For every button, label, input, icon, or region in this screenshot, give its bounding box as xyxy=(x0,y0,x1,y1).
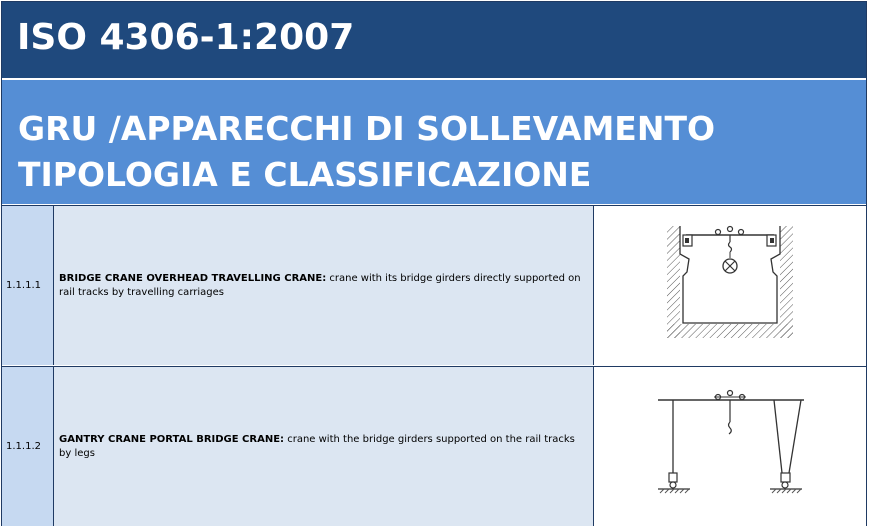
figure-cell xyxy=(594,206,866,365)
row-number: 1.1.1.2 xyxy=(2,367,54,526)
table-row xyxy=(2,366,866,526)
term-definition: crane with its bridge girders directly supported on rail tracks by travelling carriages xyxy=(59,272,581,298)
term-definition: crane with the bridge girders supported on the rail tracks by legs xyxy=(59,433,575,459)
row-description xyxy=(54,206,594,365)
figure-cell xyxy=(594,367,866,526)
bridge-crane-diagram-icon xyxy=(594,206,866,366)
gantry-crane-diagram-icon xyxy=(594,367,866,527)
page-title: ISO 4306-1:2007 xyxy=(17,17,355,58)
subtitle-line-2: TIPOLOGIA E CLASSIFICAZIONE xyxy=(18,155,592,194)
row-description xyxy=(54,367,594,526)
table-row xyxy=(2,205,866,365)
subtitle-line-1: GRU /APPARECCHI DI SOLLEVAMENTO xyxy=(18,109,716,148)
title-bar xyxy=(2,2,866,78)
subtitle-bar xyxy=(2,80,866,204)
term-label: BRIDGE CRANE OVERHEAD TRAVELLING CRANE: xyxy=(59,272,327,284)
term-label: GANTRY CRANE PORTAL BRIDGE CRANE: xyxy=(59,433,285,445)
row-number: 1.1.1.1 xyxy=(2,206,54,365)
